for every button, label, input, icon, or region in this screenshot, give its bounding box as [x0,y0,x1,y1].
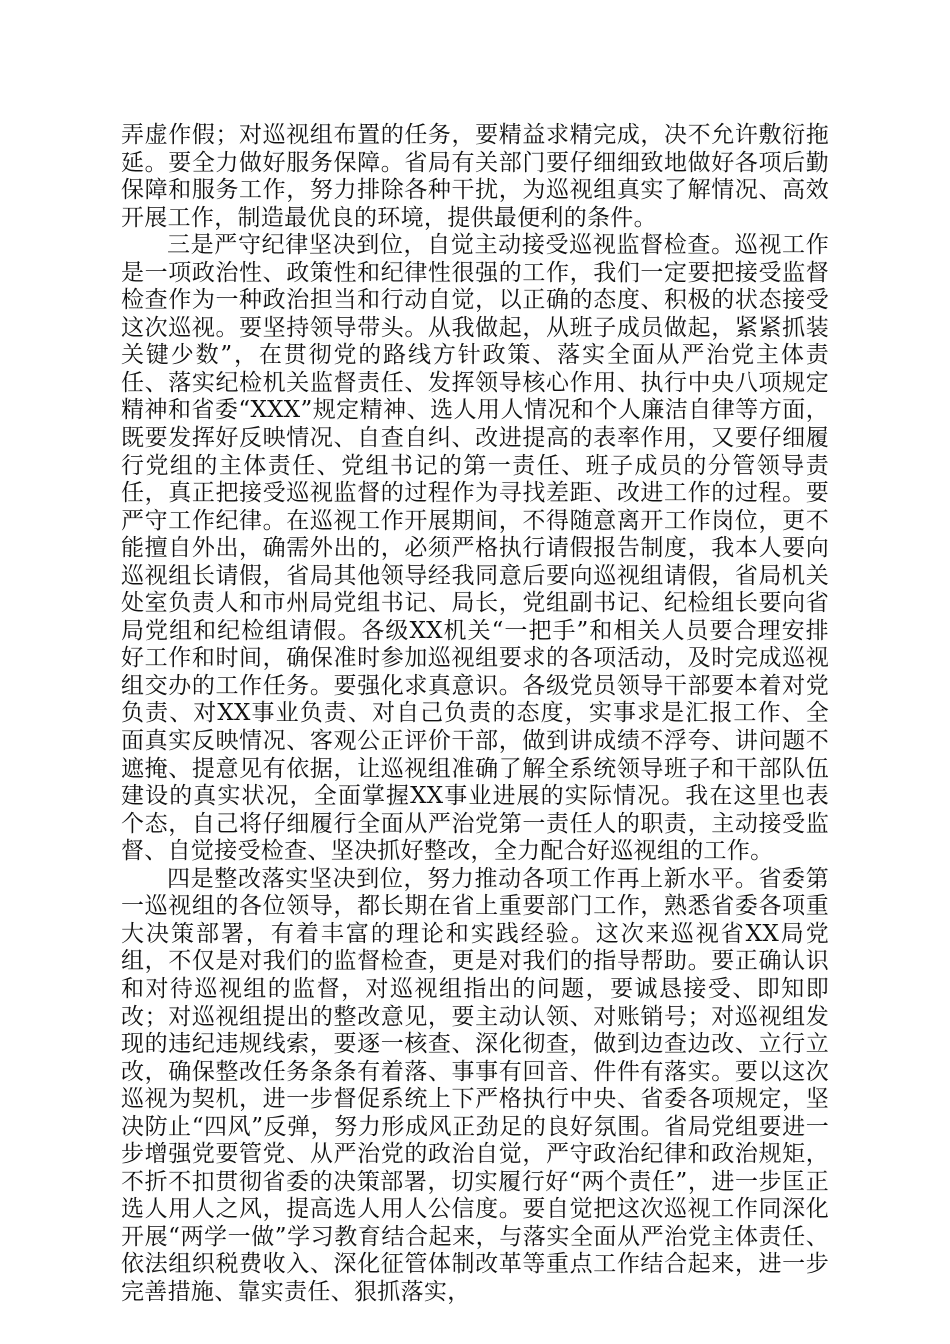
document-page [121,122,829,1307]
paragraph-four-rectification: 四是整改落实坚决到位，努力推动各项工作再上新水平。省委第一巡视组的各位领导，都长期在省上重要部门工作，熟悉省委各项重大决策部署，有着丰富的理论和实践经验。这次来巡视省XX局党组，不仅是对我们的监督检查，更是对我们的指导帮助。要正确认识和对待巡视组的监督，对巡视组指出的问题，要诚恳接受、即知即改；对巡视组提出的整改意见，要主动认领、对账销号；对巡视组发现的违纪违规线索，要逐一核查、深化彻查，做到边查边改、立行立改，确保整改任务条条有着落、事事有回音、件件有落实。要以这次巡视为契机，进一步督促系统上下严格执行中央、省委各项规定，坚决防止“四风”反弹，努力形成风正劲足的良好氛围。省局党组要进一步增强党要管党、从严治党的政治自觉，严守政治纪律和政治规矩，不折不扣贯彻省委的决策部署，切实履行好“两个责任”，进一步匡正选人用人之风，提高选人用人公信度。要自觉把这次巡视工作同深化开展“两学一做”学习教育结合起来，与落实全面从严治党主体责任、依法组织税费收入、深化征管体制改革等重点工作结合起来，进一步完善措施、靠实责任、狠抓落实， [121,865,829,1305]
paragraph-intro: 弄虚作假；对巡视组布置的任务，要精益求精完成，决不允许敷衍拖延。要全力做好服务保障。省局有关部门要仔细细致地做好各项后勤保障和服务工作，努力排除各种干扰，为巡视组真实了解情况、高效开展工作，制造最优良的环境，提供最便利的条件。 [121,122,829,231]
paragraph-three-discipline: 三是严守纪律坚决到位，自觉主动接受巡视监督检查。巡视工作是一项政治性、政策性和纪律性很强的工作，我们一定要把接受监督检查作为一种政治担当和行动自觉，以正确的态度、积极的状态接受这次巡视。要坚持领导带头。从我做起，从班子成员做起，紧紧抓装关键少数”，在贯彻党的路线方针政策、落实全面从严治党主体责任、落实纪检机关监督责任、发挥领导核心作用、执行中央八项规定精神和省委“XXX”规定精神、选人用人情况和个人廉洁自律等方面，既要发挥好反映情况、自查自纠、改进提高的表率作用，又要仔细履行党组的主体责任、党组书记的第一责任、班子成员的分管领导责任，真正把接受巡视监督的过程作为寻找差距、改进工作的过程。要严守工作纪律。在巡视工作开展期间，不得随意离开工作岗位，更不能擅自外出，确需外出的，必须严格执行请假报告制度，我本人要向巡视组长请假，省局其他领导经我同意后要向巡视组请假，省局机关处室负责人和市州局党组书记、局长，党组副书记、纪检组长要向省局党组和纪检组请假。各级XX机关“一把手”和相关人员要合理安排好工作和时间，确保准时参加巡视组要求的各项活动，及时完成巡视组交办的工作任务。要强化求真意识。各级党员领导干部要本着对党负责、对XX事业负责、对自己负责的态度，实事求是汇报工作、全面真实反映情况、客观公正评价干部，做到讲成绩不浮夸、讲问题不遮掩、提意见有依据，让巡视组准确了解全系统领导班子和干部队伍建设的真实状况，全面掌握XX事业进展的实际情况。我在这里也表个态，自己将仔细履行全面从严治党第一责任人的职责，主动接受监督、自觉接受检查、坚决抓好整改，全力配合好巡视组的工作。 [121,232,829,865]
